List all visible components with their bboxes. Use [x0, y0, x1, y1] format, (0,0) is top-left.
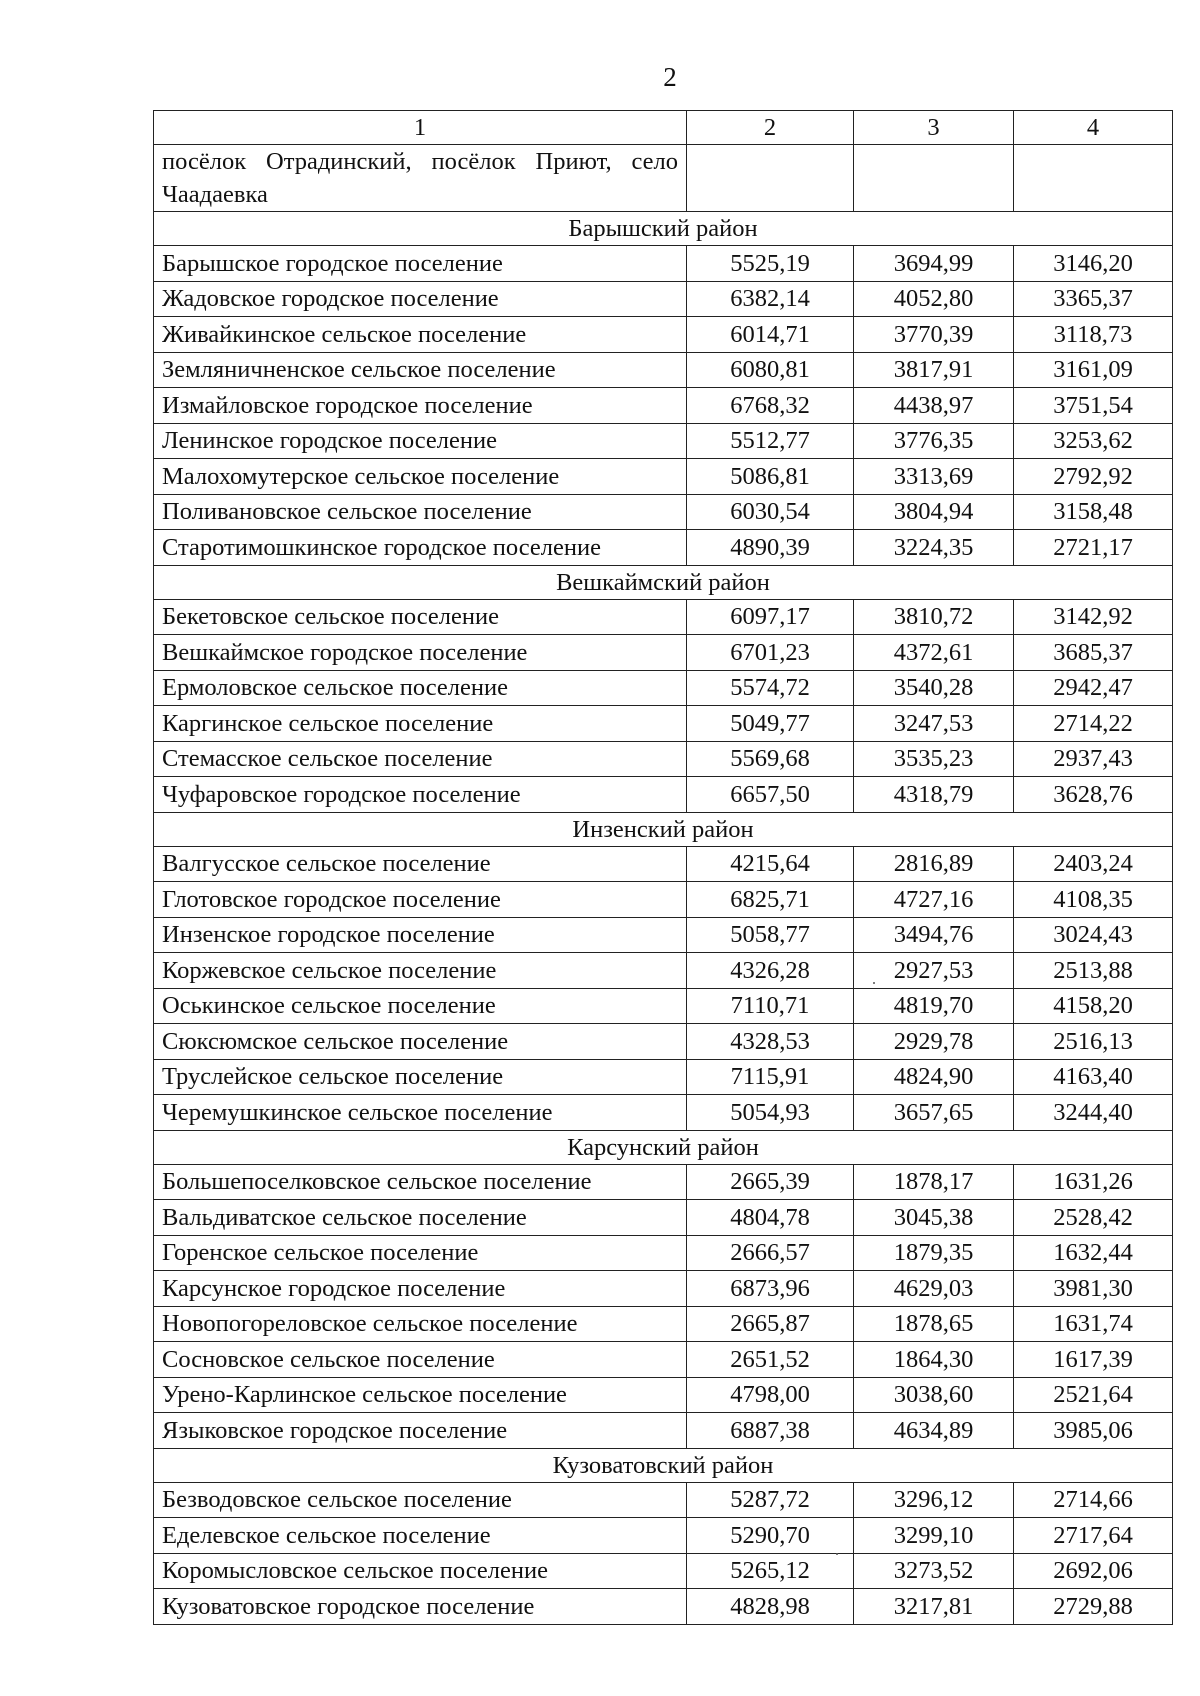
table-row	[154, 635, 1173, 671]
settlement-name: Безводовское сельское поселение	[154, 1482, 687, 1518]
value-cell: 3142,92	[1014, 599, 1173, 635]
value-cell: 4634,89	[854, 1413, 1014, 1449]
value-cell: 3365,37	[1014, 281, 1173, 317]
value-cell: 3161,09	[1014, 352, 1173, 388]
value-cell: 6701,23	[687, 635, 854, 671]
settlement-name: Бекетовское сельское поселение	[154, 599, 687, 635]
value-cell: 4372,61	[854, 635, 1014, 671]
value-cell: 5290,70	[687, 1518, 854, 1554]
column-number: 2	[687, 111, 854, 145]
value-cell: 6097,17	[687, 599, 854, 635]
table-row	[154, 423, 1173, 459]
settlement-name: Языковское городское поселение	[154, 1413, 687, 1449]
table-row	[154, 494, 1173, 530]
value-cell: 3299,10	[854, 1518, 1014, 1554]
value-cell: 3985,06	[1014, 1413, 1173, 1449]
value-cell: 3313,69	[854, 459, 1014, 495]
table-row	[154, 1235, 1173, 1271]
value-cell: 3817,91	[854, 352, 1014, 388]
settlement-name: Коржевское сельское поселение	[154, 953, 687, 989]
table-row	[154, 777, 1173, 813]
table-row	[154, 1306, 1173, 1342]
settlement-name: Сосновское сельское поселение	[154, 1342, 687, 1378]
district-title: Вешкаймский район	[154, 565, 1173, 599]
value-cell: 3045,38	[854, 1200, 1014, 1236]
value-cell: 3244,40	[1014, 1095, 1173, 1131]
table-row	[154, 917, 1173, 953]
value-cell: 3146,20	[1014, 246, 1173, 282]
value-cell: 3657,65	[854, 1095, 1014, 1131]
scan-speck	[836, 1553, 838, 1555]
district-header-row	[154, 565, 1173, 599]
value-cell: 4819,70	[854, 988, 1014, 1024]
value-cell: 1878,65	[854, 1306, 1014, 1342]
value-cell: 3217,81	[854, 1589, 1014, 1625]
table-row	[154, 953, 1173, 989]
table-row	[154, 1589, 1173, 1625]
settlement-name: Земляничненское сельское поселение	[154, 352, 687, 388]
value-cell: 3685,37	[1014, 635, 1173, 671]
value-cell: 1617,39	[1014, 1342, 1173, 1378]
value-cell: 5525,19	[687, 246, 854, 282]
value-cell: 1632,44	[1014, 1235, 1173, 1271]
value-cell: 5054,93	[687, 1095, 854, 1131]
value-cell: 3751,54	[1014, 388, 1173, 424]
table-body	[154, 111, 1173, 1625]
value-cell: 5574,72	[687, 670, 854, 706]
table-row	[154, 988, 1173, 1024]
value-cell: 5512,77	[687, 423, 854, 459]
value-cell	[1014, 145, 1173, 212]
district-title: Инзенский район	[154, 812, 1173, 846]
value-cell: 4158,20	[1014, 988, 1173, 1024]
value-cell: 3158,48	[1014, 494, 1173, 530]
settlement-name: Валгусское сельское поселение	[154, 846, 687, 882]
value-cell: 2816,89	[854, 846, 1014, 882]
table-row	[154, 1377, 1173, 1413]
table-row	[154, 281, 1173, 317]
settlement-name: Каргинское сельское поселение	[154, 706, 687, 742]
settlement-name: Вальдиватское сельское поселение	[154, 1200, 687, 1236]
value-cell: 6382,14	[687, 281, 854, 317]
value-cell: 3535,23	[854, 741, 1014, 777]
value-cell: 2403,24	[1014, 846, 1173, 882]
value-cell: 3628,76	[1014, 777, 1173, 813]
table-row	[154, 1200, 1173, 1236]
value-cell: 6887,38	[687, 1413, 854, 1449]
value-cell: 6768,32	[687, 388, 854, 424]
value-cell: 4629,03	[854, 1271, 1014, 1307]
value-cell: 4328,53	[687, 1024, 854, 1060]
settlement-name: Оськинское сельское поселение	[154, 988, 687, 1024]
district-title: Барышский район	[154, 212, 1173, 246]
settlement-name: Вешкаймское городское поселение	[154, 635, 687, 671]
value-cell: 1631,74	[1014, 1306, 1173, 1342]
value-cell: 3296,12	[854, 1482, 1014, 1518]
value-cell: 5086,81	[687, 459, 854, 495]
value-cell: 3540,28	[854, 670, 1014, 706]
settlement-name: Большепоселковское сельское поселение	[154, 1164, 687, 1200]
value-cell: 2937,43	[1014, 741, 1173, 777]
table-row	[154, 1059, 1173, 1095]
district-header-row	[154, 1448, 1173, 1482]
page-number: 2	[663, 62, 677, 92]
value-cell: 6657,50	[687, 777, 854, 813]
value-cell	[854, 145, 1014, 212]
value-cell: 2942,47	[1014, 670, 1173, 706]
column-number: 4	[1014, 111, 1173, 145]
district-header-row	[154, 212, 1173, 246]
settlement-name: Черемушкинское сельское поселение	[154, 1095, 687, 1131]
table-row	[154, 1342, 1173, 1378]
settlement-name: Ермоловское сельское поселение	[154, 670, 687, 706]
value-cell: 3273,52	[854, 1553, 1014, 1589]
value-cell: 2714,22	[1014, 706, 1173, 742]
value-cell: 1631,26	[1014, 1164, 1173, 1200]
table-row	[154, 1164, 1173, 1200]
value-cell: 3694,99	[854, 246, 1014, 282]
table-row	[154, 599, 1173, 635]
settlement-name: Живайкинское сельское поселение	[154, 317, 687, 353]
district-header-row	[154, 812, 1173, 846]
settlement-name: Урено-Карлинское сельское поселение	[154, 1377, 687, 1413]
table-row	[154, 317, 1173, 353]
value-cell: 2528,42	[1014, 1200, 1173, 1236]
column-number-row	[154, 111, 1173, 145]
value-cell: 2651,52	[687, 1342, 854, 1378]
data-table	[153, 110, 1173, 1625]
value-cell: 2717,64	[1014, 1518, 1173, 1554]
value-cell: 3253,62	[1014, 423, 1173, 459]
value-cell: 2729,88	[1014, 1589, 1173, 1625]
settlement-name: Стемасское сельское поселение	[154, 741, 687, 777]
scan-speck	[873, 982, 875, 984]
value-cell: 3776,35	[854, 423, 1014, 459]
settlement-name: Коромысловское сельское поселение	[154, 1553, 687, 1589]
table-row	[154, 246, 1173, 282]
settlement-name: Инзенское городское поселение	[154, 917, 687, 953]
value-cell	[687, 145, 854, 212]
settlement-name: Горенское сельское поселение	[154, 1235, 687, 1271]
table-row	[154, 1271, 1173, 1307]
settlement-name: Малохомутерское сельское поселение	[154, 459, 687, 495]
settlement-name: посёлок Отрадинский, посёлок Приют, село Чаадаевка	[154, 145, 687, 212]
value-cell: 3038,60	[854, 1377, 1014, 1413]
value-cell: 4318,79	[854, 777, 1014, 813]
table-row	[154, 1095, 1173, 1131]
value-cell: 4438,97	[854, 388, 1014, 424]
value-cell: 6014,71	[687, 317, 854, 353]
value-cell: 4727,16	[854, 882, 1014, 918]
value-cell: 1878,17	[854, 1164, 1014, 1200]
value-cell: 2521,64	[1014, 1377, 1173, 1413]
value-cell: 3770,39	[854, 317, 1014, 353]
settlement-name: Труслейское сельское поселение	[154, 1059, 687, 1095]
table-row	[154, 530, 1173, 566]
value-cell: 1864,30	[854, 1342, 1014, 1378]
table-row	[154, 352, 1173, 388]
column-number: 1	[154, 111, 687, 145]
value-cell: 2666,57	[687, 1235, 854, 1271]
value-cell: 2714,66	[1014, 1482, 1173, 1518]
value-cell: 2929,78	[854, 1024, 1014, 1060]
value-cell: 3247,53	[854, 706, 1014, 742]
table-row	[154, 145, 1173, 212]
table-row	[154, 1518, 1173, 1554]
value-cell: 1879,35	[854, 1235, 1014, 1271]
table-row	[154, 459, 1173, 495]
value-cell: 4798,00	[687, 1377, 854, 1413]
value-cell: 4052,80	[854, 281, 1014, 317]
value-cell: 2665,87	[687, 1306, 854, 1342]
table-row	[154, 388, 1173, 424]
settlement-name: Карсунское городское поселение	[154, 1271, 687, 1307]
value-cell: 3804,94	[854, 494, 1014, 530]
table-row	[154, 670, 1173, 706]
value-cell: 5058,77	[687, 917, 854, 953]
value-cell: 3024,43	[1014, 917, 1173, 953]
value-cell: 2513,88	[1014, 953, 1173, 989]
table-row	[154, 1024, 1173, 1060]
settlement-name: Кузоватовское городское поселение	[154, 1589, 687, 1625]
value-cell: 2665,39	[687, 1164, 854, 1200]
value-cell: 5569,68	[687, 741, 854, 777]
value-cell: 2927,53	[854, 953, 1014, 989]
value-cell: 4824,90	[854, 1059, 1014, 1095]
table-row	[154, 1413, 1173, 1449]
value-cell: 4326,28	[687, 953, 854, 989]
value-cell: 4163,40	[1014, 1059, 1173, 1095]
table-row	[154, 706, 1173, 742]
settlement-name: Ленинское городское поселение	[154, 423, 687, 459]
settlement-name: Жадовское городское поселение	[154, 281, 687, 317]
value-cell: 3118,73	[1014, 317, 1173, 353]
value-cell: 4108,35	[1014, 882, 1173, 918]
value-cell: 2516,13	[1014, 1024, 1173, 1060]
settlement-name: Чуфаровское городское поселение	[154, 777, 687, 813]
settlement-name: Барышское городское поселение	[154, 246, 687, 282]
table-row	[154, 1553, 1173, 1589]
value-cell: 6825,71	[687, 882, 854, 918]
value-cell: 3981,30	[1014, 1271, 1173, 1307]
settlement-name: Измайловское городское поселение	[154, 388, 687, 424]
value-cell: 5265,12	[687, 1553, 854, 1589]
value-cell: 4804,78	[687, 1200, 854, 1236]
value-cell: 3224,35	[854, 530, 1014, 566]
value-cell: 4890,39	[687, 530, 854, 566]
district-title: Карсунский район	[154, 1130, 1173, 1164]
settlement-name: Старотимошкинское городское поселение	[154, 530, 687, 566]
value-cell: 5287,72	[687, 1482, 854, 1518]
value-cell: 6873,96	[687, 1271, 854, 1307]
value-cell: 4828,98	[687, 1589, 854, 1625]
settlement-name: Сюксюмское сельское поселение	[154, 1024, 687, 1060]
district-header-row	[154, 1130, 1173, 1164]
settlement-name: Еделевское сельское поселение	[154, 1518, 687, 1554]
value-cell: 5049,77	[687, 706, 854, 742]
column-number: 3	[854, 111, 1014, 145]
table-row	[154, 1482, 1173, 1518]
table-row	[154, 882, 1173, 918]
value-cell: 7110,71	[687, 988, 854, 1024]
table-row	[154, 741, 1173, 777]
settlement-name: Поливановское сельское поселение	[154, 494, 687, 530]
value-cell: 2721,17	[1014, 530, 1173, 566]
value-cell: 7115,91	[687, 1059, 854, 1095]
value-cell: 2792,92	[1014, 459, 1173, 495]
table-row	[154, 846, 1173, 882]
value-cell: 6030,54	[687, 494, 854, 530]
district-title: Кузоватовский район	[154, 1448, 1173, 1482]
settlement-name: Глотовское городское поселение	[154, 882, 687, 918]
value-cell: 2692,06	[1014, 1553, 1173, 1589]
value-cell: 3494,76	[854, 917, 1014, 953]
value-cell: 4215,64	[687, 846, 854, 882]
value-cell: 6080,81	[687, 352, 854, 388]
settlement-name: Новопогореловское сельское поселение	[154, 1306, 687, 1342]
value-cell: 3810,72	[854, 599, 1014, 635]
